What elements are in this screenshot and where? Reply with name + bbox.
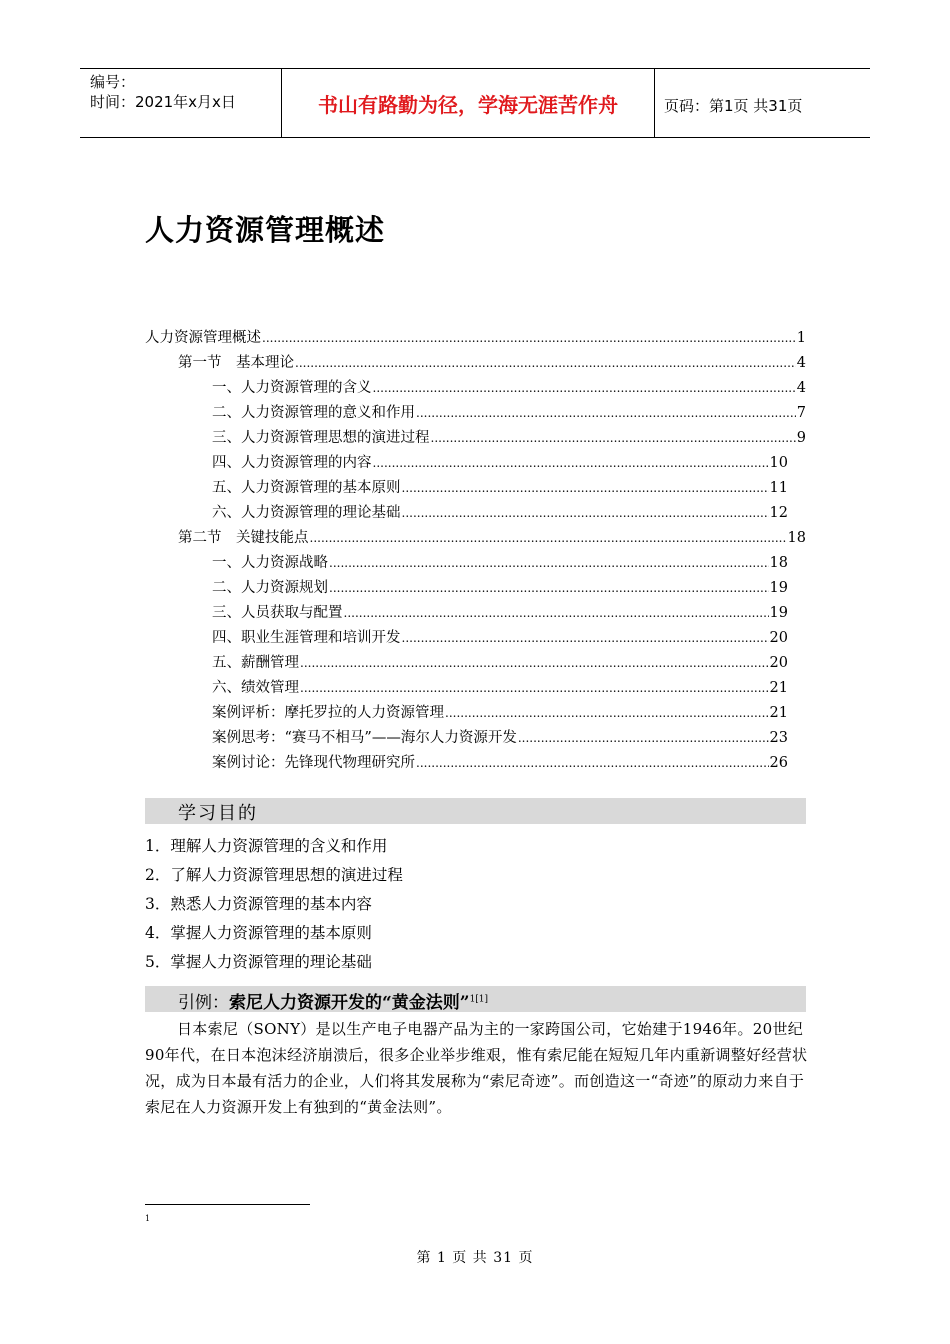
page-info: 页码：第1页 共31页 <box>664 97 803 115</box>
toc-leader-dots <box>416 755 769 771</box>
toc-leader-dots <box>402 505 769 521</box>
toc-page-number: 20 <box>769 655 788 671</box>
objective-item <box>145 921 372 943</box>
toc-entry[interactable] <box>145 326 806 350</box>
objective-item <box>145 950 372 972</box>
toc-page-number: 4 <box>796 380 806 396</box>
toc-entry-text: 一、人力资源战略 <box>212 555 328 571</box>
toc-entry-text: 四、职业生涯管理和培训开发 <box>212 630 401 646</box>
objective-item <box>145 892 372 914</box>
motto: 书山有路勤为径，学海无涯苦作舟 <box>318 93 618 117</box>
objective-text: 理解人力资源管理的含义和作用 <box>170 837 388 855</box>
toc-leader-dots <box>329 555 769 571</box>
toc-entry-text: 六、绩效管理 <box>212 680 299 696</box>
toc-entry[interactable] <box>145 401 806 425</box>
toc-page-number: 18 <box>769 555 788 571</box>
toc-entry-text: 第二节 关键技能点 <box>178 530 309 546</box>
objective-text: 掌握人力资源管理的基本原则 <box>170 924 372 942</box>
intro-heading-line <box>178 988 488 1013</box>
toc-entry[interactable] <box>145 526 806 550</box>
intro-heading: 索尼人力资源开发的“黄金法则” <box>229 993 470 1013</box>
toc-entry[interactable] <box>145 351 806 375</box>
toc-page-number: 10 <box>769 455 788 471</box>
objective-text: 了解人力资源管理思想的演进过程 <box>170 866 403 884</box>
toc-page-number: 9 <box>796 430 806 446</box>
objectives-banner <box>145 798 806 824</box>
toc-page-number: 26 <box>769 755 788 771</box>
objective-item <box>145 834 387 856</box>
toc-page-number: 11 <box>769 480 788 496</box>
toc-entry-text: 案例评析：摩托罗拉的人力资源管理 <box>212 705 444 721</box>
toc-page-number: 4 <box>796 355 806 371</box>
toc-entry-text: 五、人力资源管理的基本原则 <box>212 480 401 496</box>
toc-entry-text: 五、薪酬管理 <box>212 655 299 671</box>
objective-number: 3． <box>145 895 171 913</box>
toc-leader-dots <box>344 605 769 621</box>
toc-entry-text: 六、人力资源管理的理论基础 <box>212 505 401 521</box>
page-footer: 第 1 页 共 31 页 <box>416 1250 534 1266</box>
footnote-reference[interactable]: 1[1] <box>469 994 489 1005</box>
header-page-cell <box>654 69 870 137</box>
time-label: 时间：2021年x月x日 <box>90 93 236 111</box>
toc-entry[interactable] <box>145 651 788 675</box>
toc-leader-dots <box>431 430 796 446</box>
toc-leader-dots <box>373 455 769 471</box>
objectives-heading: 学习目的 <box>178 803 258 824</box>
toc-leader-dots <box>300 680 769 696</box>
objective-text: 熟悉人力资源管理的基本内容 <box>170 895 372 913</box>
toc-page-number: 21 <box>769 705 788 721</box>
objective-number: 5． <box>145 953 171 971</box>
toc-entry-text: 三、人员获取与配置 <box>212 605 343 621</box>
objective-text: 掌握人力资源管理的理论基础 <box>170 953 372 971</box>
page-title: 人力资源管理概述 <box>145 213 386 247</box>
toc-page-number: 21 <box>769 680 788 696</box>
toc-entry[interactable] <box>145 751 788 775</box>
toc-leader-dots <box>402 480 769 496</box>
intro-banner <box>145 986 806 1012</box>
toc-entry[interactable] <box>145 376 806 400</box>
toc-entry-text: 二、人力资源规划 <box>212 580 328 596</box>
toc-leader-dots <box>518 730 769 746</box>
objective-number: 2． <box>145 866 171 884</box>
toc-entry[interactable] <box>145 501 788 525</box>
toc-leader-dots <box>329 580 769 596</box>
toc-leader-dots <box>416 405 796 421</box>
toc-entry-text: 四、人力资源管理的内容 <box>212 455 372 471</box>
toc-entry[interactable] <box>145 426 806 450</box>
toc-entry-text: 第一节 基本理论 <box>178 355 294 371</box>
intro-paragraph: 日本索尼（SONY）是以生产电子电器产品为主的一家跨国公司，它始建于1946年。20世纪90年代，在日本泡沫经济崩溃后，很多企业举步维艰，惟有索尼能在短短几年内重新调整好经营状况，成为日本最有活力的企业，人们将其发展称为“索尼奇迹”。而创造这一“奇迹”的原动力来自于索尼在人力资源开发上有独到的“黄金法则”。 <box>145 1020 808 1116</box>
footnote-divider <box>145 1204 310 1205</box>
toc-leader-dots <box>373 380 796 396</box>
toc-page-number: 18 <box>787 530 806 546</box>
toc-entry-text: 二、人力资源管理的意义和作用 <box>212 405 415 421</box>
toc-page-number: 12 <box>769 505 788 521</box>
toc-entry[interactable] <box>145 551 788 575</box>
objective-number: 4． <box>145 924 171 942</box>
toc-entry-text: 人力资源管理概述 <box>145 330 261 346</box>
toc-entry[interactable] <box>145 726 788 750</box>
toc-entry[interactable] <box>145 476 788 500</box>
toc-leader-dots <box>445 705 769 721</box>
toc-page-number: 19 <box>769 605 788 621</box>
objective-item <box>145 863 403 885</box>
toc-entry[interactable] <box>145 601 788 625</box>
toc-leader-dots <box>295 355 796 371</box>
toc-page-number: 20 <box>769 630 788 646</box>
toc-page-number: 23 <box>769 730 788 746</box>
toc-page-number: 1 <box>796 330 806 346</box>
toc-entry[interactable] <box>145 676 788 700</box>
toc-entry[interactable] <box>145 451 788 475</box>
footnote-mark: 1 <box>145 1214 151 1223</box>
toc-page-number: 19 <box>769 580 788 596</box>
toc-entry[interactable] <box>145 576 788 600</box>
toc-leader-dots <box>402 630 769 646</box>
toc-leader-dots <box>300 655 769 671</box>
intro-prefix: 引例： <box>178 993 229 1013</box>
toc-leader-dots <box>262 330 796 346</box>
toc-entry[interactable] <box>145 626 788 650</box>
toc-entry-text: 一、人力资源管理的含义 <box>212 380 372 396</box>
toc-entry-text: 案例思考：“赛马不相马”——海尔人力资源开发 <box>212 730 517 746</box>
toc-page-number: 7 <box>796 405 806 421</box>
objective-number: 1． <box>145 837 171 855</box>
toc-entry-text: 案例讨论：先锋现代物理研究所 <box>212 755 415 771</box>
toc-entry[interactable] <box>145 701 788 725</box>
number-label: 编号： <box>90 73 136 91</box>
header-motto-cell <box>281 69 655 137</box>
header-table <box>80 68 870 138</box>
toc-leader-dots <box>310 530 787 546</box>
toc-entry-text: 三、人力资源管理思想的演进过程 <box>212 430 430 446</box>
header-meta-cell <box>80 69 281 137</box>
